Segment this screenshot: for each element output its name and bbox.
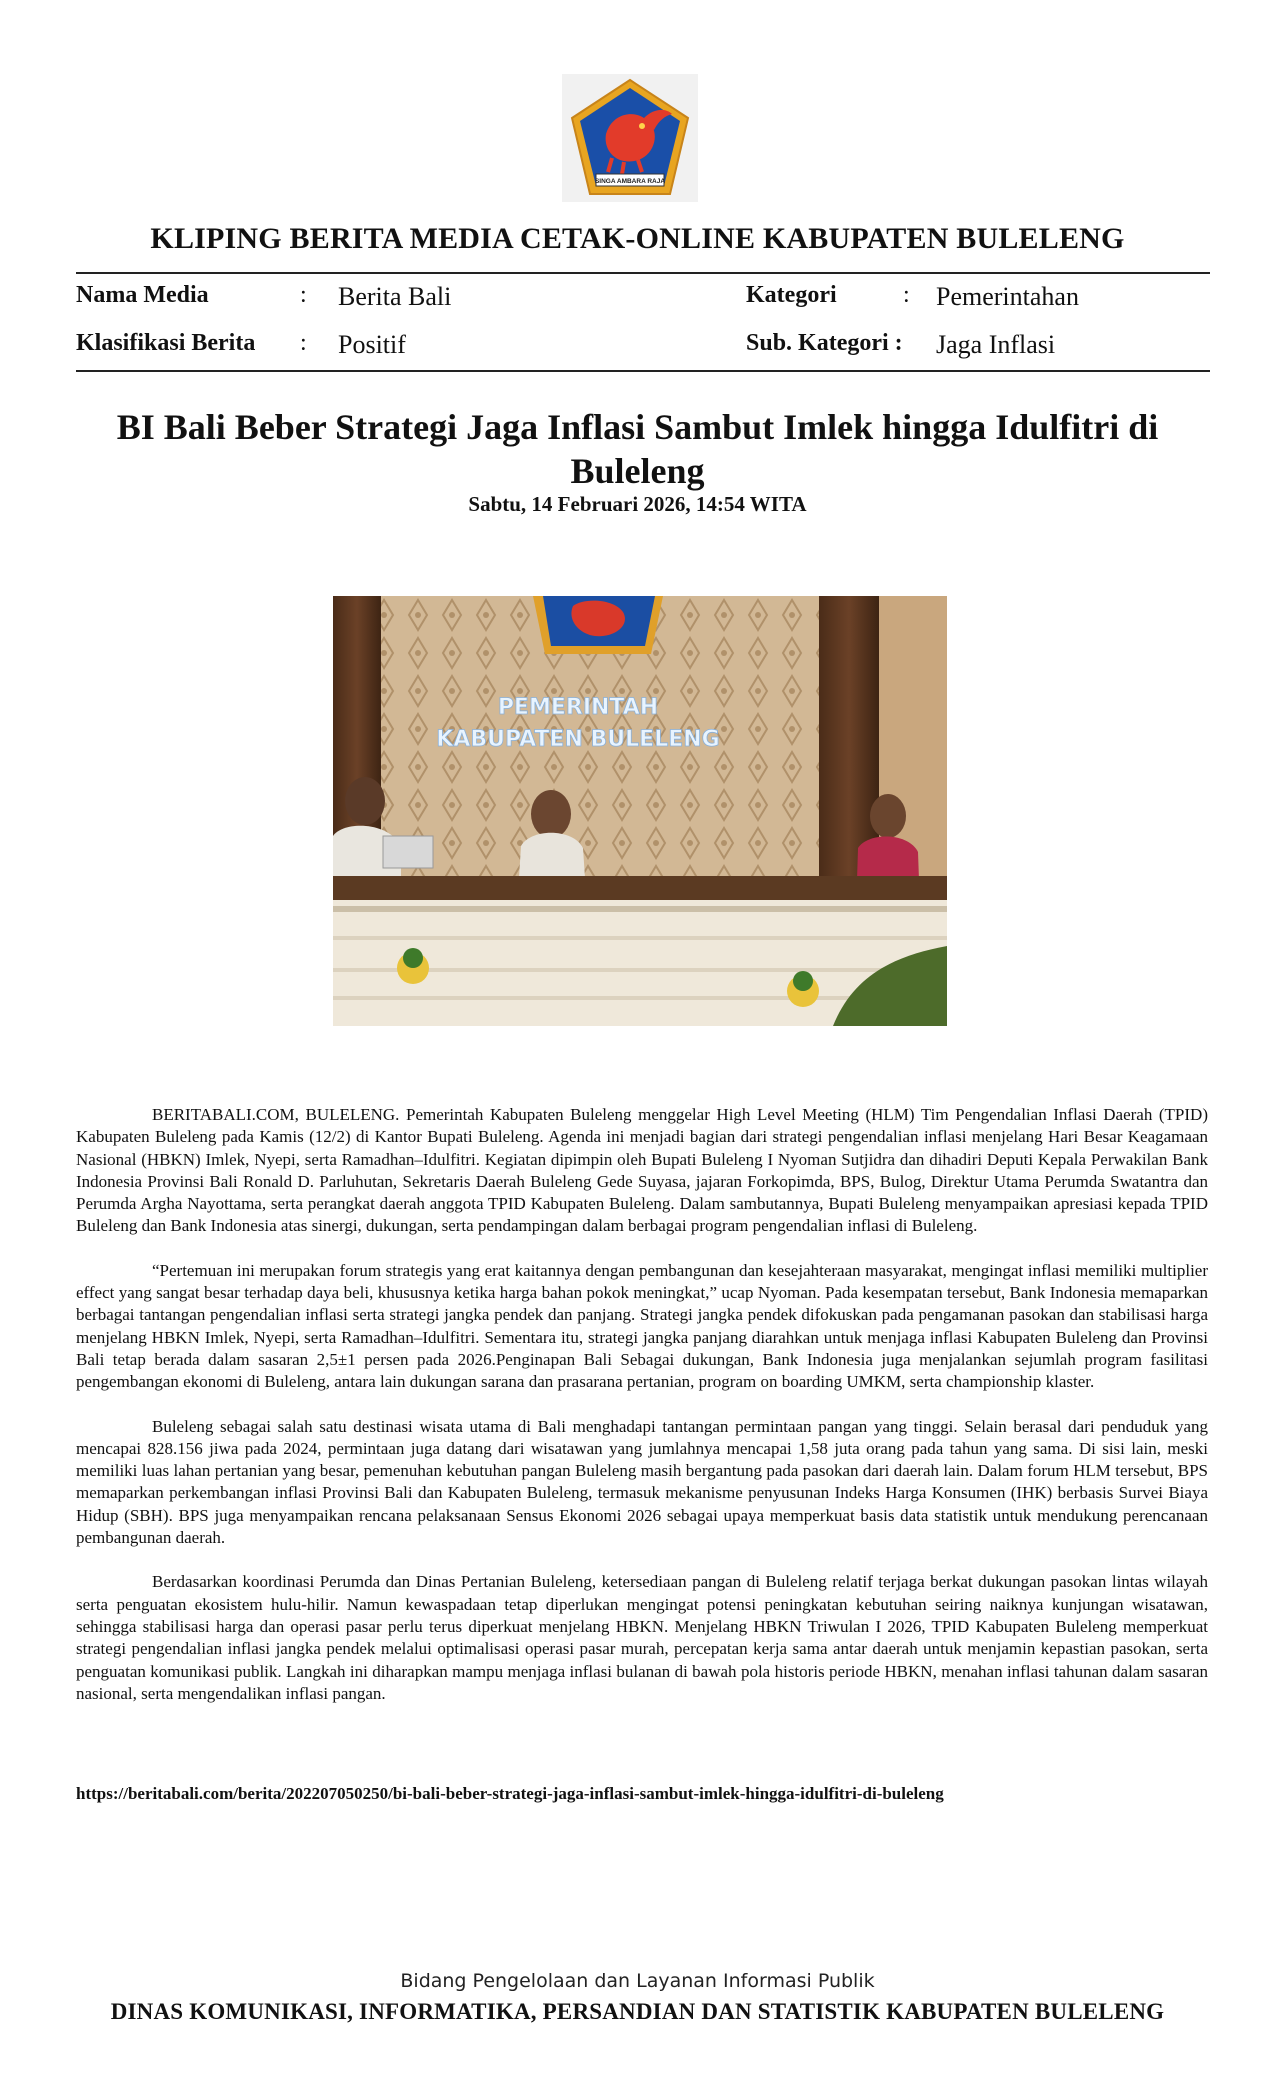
logo-caption: SINGA AMBARA RAJA	[594, 178, 666, 185]
klasifikasi-colon: :	[300, 330, 307, 356]
footer-department: DINAS KOMUNIKASI, INFORMATIKA, PERSANDIAN DAN STATISTIK KABUPATEN BULELENG	[110, 1999, 1165, 2024]
sub-kategori-value: Jaga Inflasi	[936, 330, 1056, 359]
kategori-colon: :	[903, 282, 910, 308]
article-paragraph-2: “Pertemuan ini merupakan forum strategis yang erat kaitannya dengan pembangunan dan kesejahteraan masyarakat, mengingat inflasi memiliki multiplier effect yang sangat besar terhadap daya beli, khususnya ketika harga bahan pokok meningkat,” ucap Nyoman. Pada kesempatan tersebut, Bank Indonesia memaparkan berbagai tantangan pengendalian inflasi serta strategi jangka pendek dan panjang. Strategi jangka pendek difokuskan pada pengamanan pasokan dan stabilisasi harga menjelang HBKN Imlek, Nyepi, serta Ramadhan–Idulfitri. Sementara itu, strategi jangka panjang diarahkan untuk menjaga inflasi Kabupaten Buleleng dan Provinsi Bali tetap berada dalam sasaran 2,5±1 persen pada 2026.Penginapan Bali Sebagai dukungan, Bank Indonesia juga menjalankan sejumlah program fasilitasi pengembangan ekonomi di Buleleng, antara lain dukungan sarana dan prasarana pertanian, program on boarding UMKM, serta championship klaster.	[76, 1260, 1208, 1392]
photo-wall-text-line1: PEMERINTAH	[497, 695, 659, 720]
article-date: Sabtu, 14 Februari 2026, 14:54 WITA	[468, 492, 807, 516]
article-paragraph-4: Berdasarkan koordinasi Perumda dan Dinas Pertanian Buleleng, ketersediaan pangan di Buleleng relatif terjaga berkat dukungan pasokan lintas wilayah serta penguatan ekosistem hulu-hilir. Namun kewaspadaan tetap diperlukan mengingat potensi peningkatan kebutuhan seiring naiknya kunjungan wisatawan, sehingga stabilisasi harga dan operasi pasar perlu terus diperkuat menjelang HBKN. Menjelang HBKN Triwulan I 2026, TPID Kabupaten Buleleng memperkuat strategi pengendalian inflasi jangka pendek melalui optimalisasi operasi pasar murah, percepatan kerja sama antar daerah untuk menjamin kepastian pasokan, serta penguatan komunikasi publik. Langkah ini diharapkan mampu menjaga inflasi bulanan di bawah pola historis periode HBKN, menahan inflasi tahunan dalam sasaran nasional, serta mengendalikan inflasi pangan.	[76, 1572, 1208, 1703]
kategori-value: Pemerintahan	[936, 282, 1079, 311]
header-rule-bottom	[76, 370, 1210, 372]
meeting-photo-illustration	[333, 596, 947, 1026]
sub-kategori-label: Sub. Kategori :	[746, 330, 903, 356]
nama-media-colon: :	[300, 282, 307, 308]
klasifikasi-label: Klasifikasi Berita	[76, 330, 256, 356]
nama-media-value: Berita Bali	[338, 282, 452, 311]
article-body	[76, 1104, 1208, 1727]
article-headline: BI Bali Beber Strategi Jaga Inflasi Sambut Imlek hingga Idulfitri di Buleleng	[116, 407, 1159, 491]
header-rule-top	[76, 272, 1210, 274]
buleleng-logo	[562, 74, 698, 202]
klasifikasi-value: Positif	[338, 330, 406, 359]
nama-media-label: Nama Media	[76, 282, 209, 308]
source-url-link[interactable]: https://beritabali.com/berita/202207050250/bi-bali-beber-strategi-jaga-inflasi-sambut-imlek-hingga-idulfitri-di-buleleng	[76, 1784, 944, 1803]
singa-ambara-raja-emblem-icon	[562, 74, 698, 202]
kategori-label: Kategori	[746, 282, 837, 308]
footer-unit: Bidang Pengelolaan dan Layanan Informasi Publik	[400, 1970, 875, 1992]
article-photo	[333, 596, 947, 1026]
photo-wall-text-line2: KABUPATEN BULELENG	[436, 727, 720, 752]
article-paragraph-1: BERITABALI.COM, BULELENG. Pemerintah Kabupaten Buleleng menggelar High Level Meeting (HLM) Tim Pengendalian Inflasi Daerah (TPID) Kabupaten Buleleng pada Kamis (12/2) di Kantor Bupati Buleleng. Agenda ini menjadi bagian dari strategi pengendalian inflasi menjelang Hari Besar Keagamaan Nasional (HBKN) Imlek, Nyepi, serta Ramadhan–Idulfitri. Kegiatan dipimpin oleh Bupati Buleleng I Nyoman Sutjidra dan dihadiri Deputi Kepala Perwakilan Bank Indonesia Provinsi Bali Ronald D. Parluhutan, Sekretaris Daerah Buleleng Gede Suyasa, jajaran Forkopimda, BPS, Bulog, Direktur Utama Perumda Swatantra dan Perumda Argha Nayottama, serta perangkat daerah anggota TPID Kabupaten Buleleng. Dalam sambutannya, Bupati Buleleng menyampaikan apresiasi kepada TPID Buleleng dan Bank Indonesia atas sinergi, dukungan, serta pendampingan dalam berbagai program pengendalian inflasi di Buleleng.	[76, 1105, 1208, 1236]
article-paragraph-3: Buleleng sebagai salah satu destinasi wisata utama di Bali menghadapi tantangan permintaan pangan yang tinggi. Selain berasal dari penduduk yang mencapai 828.156 jiwa pada 2024, permintaan juga datang dari wisatawan yang jumlahnya mencapai 1,58 juta orang pada tahun yang sama. Di sisi lain, meski memiliki luas lahan pertanian yang besar, pemenuhan kebutuhan pangan Buleleng masih bergantung pada pasokan dari daerah lain. Dalam forum HLM tersebut, BPS memaparkan perkembangan inflasi Provinsi Bali dan Kabupaten Buleleng, termasuk mekanisme penyusunan Indeks Harga Konsumen (IHK) berbasis Survei Biaya Hidup (SBH). BPS juga menyampaikan rencana pelaksanaan Sensus Ekonomi 2026 sebagai upaya memperkuat basis data statistik untuk mendukung perencanaan pembangunan daerah.	[76, 1416, 1208, 1548]
kliping-title: KLIPING BERITA MEDIA CETAK-ONLINE KABUPATEN BULELENG	[150, 222, 1125, 255]
